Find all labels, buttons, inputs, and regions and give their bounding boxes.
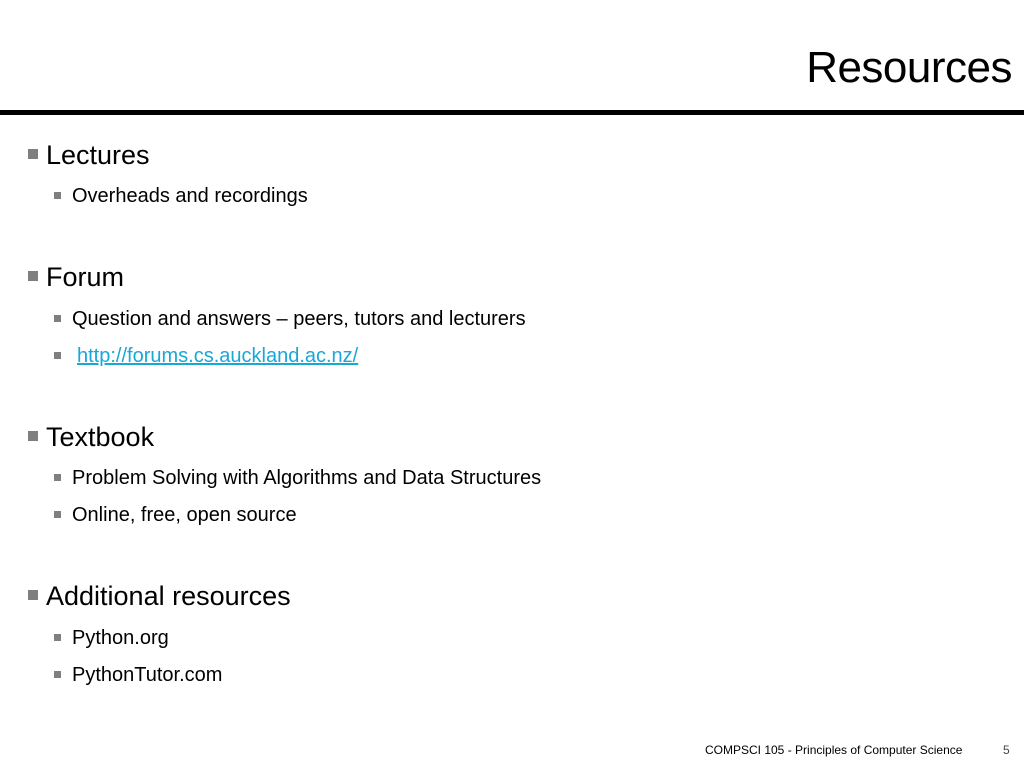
square-bullet-icon [54,474,61,481]
square-bullet-icon [54,352,61,359]
square-bullet-icon [54,315,61,322]
sub-bullet-problem-solving [54,468,541,488]
bullet-additional-resources [28,583,291,610]
forum-link[interactable]: http://forums.cs.auckland.ac.nz/ [77,345,359,367]
bullet-label: Textbook [46,422,155,452]
square-bullet-icon [28,149,38,159]
sub-bullet-overheads [54,186,308,206]
sub-bullet-online-free [54,505,297,525]
bullet-label: Additional resources [46,581,291,611]
square-bullet-icon [28,271,38,281]
sub-bullet-label: PythonTutor.com [72,664,223,686]
page-number: 5 [1003,743,1010,757]
footer-course-name: COMPSCI 105 - Principles of Computer Science [705,743,963,757]
slide-title: Resources [806,43,1012,92]
bullet-textbook [28,424,154,451]
sub-bullet-python-tutor [54,665,222,685]
sub-bullet-label: Online, free, open source [72,504,297,526]
square-bullet-icon [54,671,61,678]
square-bullet-icon [54,511,61,518]
square-bullet-icon [28,431,38,441]
bullet-label: Lectures [46,140,150,170]
sub-bullet-label: Python.org [72,627,169,649]
square-bullet-icon [54,634,61,641]
sub-bullet-label: Question and answers – peers, tutors and lecturers [72,308,526,330]
square-bullet-icon [54,192,61,199]
sub-bullet-question-answers [54,309,526,329]
sub-bullet-label: Problem Solving with Algorithms and Data Structures [72,467,542,489]
title-rule [0,110,1024,115]
sub-bullet-label: Overheads and recordings [72,185,308,207]
sub-bullet-python-org [54,628,169,648]
square-bullet-icon [28,590,38,600]
sub-bullet-forum-link [54,346,358,366]
bullet-lectures [28,142,150,169]
bullet-forum [28,264,124,291]
bullet-label: Forum [46,262,125,292]
